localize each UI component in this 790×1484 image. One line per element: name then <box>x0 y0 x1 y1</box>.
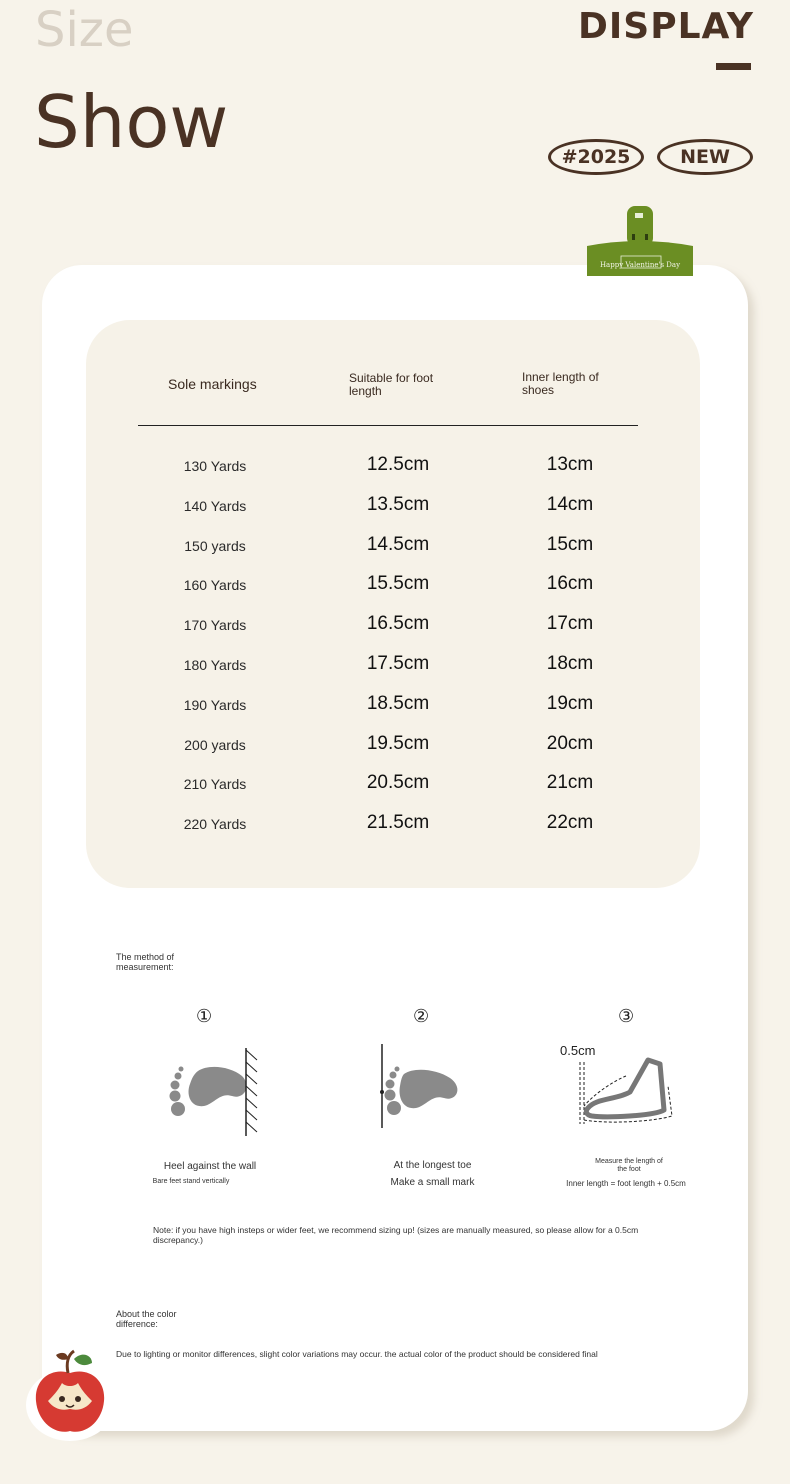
table-row <box>0 810 790 840</box>
header-inner-length: Inner length of shoes <box>522 370 599 397</box>
foot-length-cell: 14.5cm <box>366 533 430 555</box>
table-row <box>0 731 790 761</box>
sole-marking-cell: 140 Yards <box>183 497 247 514</box>
inner-length-cell: 18cm <box>546 653 594 674</box>
sole-marking-cell: 150 yards <box>184 537 246 554</box>
size-table <box>86 320 700 888</box>
tag-new: NEW <box>657 139 753 175</box>
clip-icon <box>585 206 695 278</box>
inner-length-cell: 13cm <box>546 454 594 475</box>
sole-marking-cell: 130 Yards <box>183 458 247 474</box>
inner-length-cell: 19cm <box>546 692 594 714</box>
table-row <box>0 651 790 681</box>
foot-length-cell: 19.5cm <box>366 732 430 754</box>
step3-caption: Measure the length of the foot <box>595 1158 663 1173</box>
sizing-note: Note: if you have high insteps or wider feet, we recommend sizing up! (sizes are manually measured, so please allow for a 0.5cm discrepancy.) <box>153 1225 639 1245</box>
sole-marking-cell: 160 Yards <box>183 577 247 594</box>
inner-length-cell: 17cm <box>546 613 594 635</box>
clip-text: Happy Valentine's Day <box>599 261 681 269</box>
sole-marking-cell: 210 Yards <box>183 776 247 793</box>
step-number-3: ③ <box>618 1006 635 1027</box>
color-title: About the color difference: <box>116 1309 177 1329</box>
sole-marking-cell: 170 Yards <box>183 617 247 634</box>
step1-caption: Heel against the wall <box>163 1161 257 1172</box>
table-row <box>0 492 790 522</box>
table-row <box>0 770 790 800</box>
step3-subcaption: Inner length = foot length + 0.5cm <box>566 1179 686 1188</box>
step2-subcaption: Make a small mark <box>390 1177 475 1188</box>
sole-marking-cell: 220 Yards <box>183 816 247 833</box>
sole-marking-cell: 200 yards <box>184 736 246 753</box>
display-heading: DISPLAY <box>577 6 754 47</box>
inner-length-cell: 21cm <box>546 772 594 794</box>
table-row <box>0 691 790 721</box>
apple-mascot-icon <box>22 1345 118 1445</box>
color-text: Due to lighting or monitor differences, slight color variations may occur. the actual color of the product should be considered final <box>116 1349 598 1359</box>
inner-length-cell: 20cm <box>546 732 594 754</box>
foot-length-cell: 18.5cm <box>366 692 430 714</box>
sole-marking-cell: 180 Yards <box>183 657 247 673</box>
foot-length-cell: 17.5cm <box>366 653 430 674</box>
step2-caption: At the longest toe <box>393 1160 472 1171</box>
inner-length-cell: 14cm <box>546 493 594 515</box>
title-show: Show <box>34 80 229 164</box>
title-size: Size <box>35 2 134 58</box>
header-sole-markings: Sole markings <box>168 376 257 392</box>
inner-length-cell: 15cm <box>546 533 594 555</box>
foot-length-cell: 13.5cm <box>366 493 430 515</box>
shoe-measure-icon <box>556 1040 676 1130</box>
header-foot-length: Suitable for foot length <box>349 371 434 398</box>
table-row <box>0 452 790 482</box>
step1-subcaption: Bare feet stand vertically <box>152 1178 230 1185</box>
display-underline <box>716 63 751 70</box>
heel-against-wall-icon <box>160 1044 260 1139</box>
foot-length-cell: 16.5cm <box>366 613 430 635</box>
inner-length-cell: 22cm <box>546 812 594 834</box>
header-divider <box>138 425 638 426</box>
method-title: The method of measurement: <box>116 952 175 972</box>
table-row <box>0 611 790 641</box>
longest-toe-icon <box>374 1042 469 1132</box>
foot-length-cell: 20.5cm <box>366 772 430 794</box>
tag-2025: #2025 <box>548 139 644 175</box>
foot-length-cell: 12.5cm <box>366 454 430 475</box>
foot-length-cell: 21.5cm <box>366 812 430 834</box>
step-number-1: ① <box>196 1006 213 1027</box>
table-row <box>0 532 790 562</box>
sole-marking-cell: 190 Yards <box>183 696 247 713</box>
inner-length-cell: 16cm <box>546 573 594 595</box>
table-row <box>0 571 790 601</box>
step-number-2: ② <box>413 1006 430 1027</box>
offset-label: 0.5cm <box>560 1043 596 1058</box>
foot-length-cell: 15.5cm <box>366 573 430 595</box>
